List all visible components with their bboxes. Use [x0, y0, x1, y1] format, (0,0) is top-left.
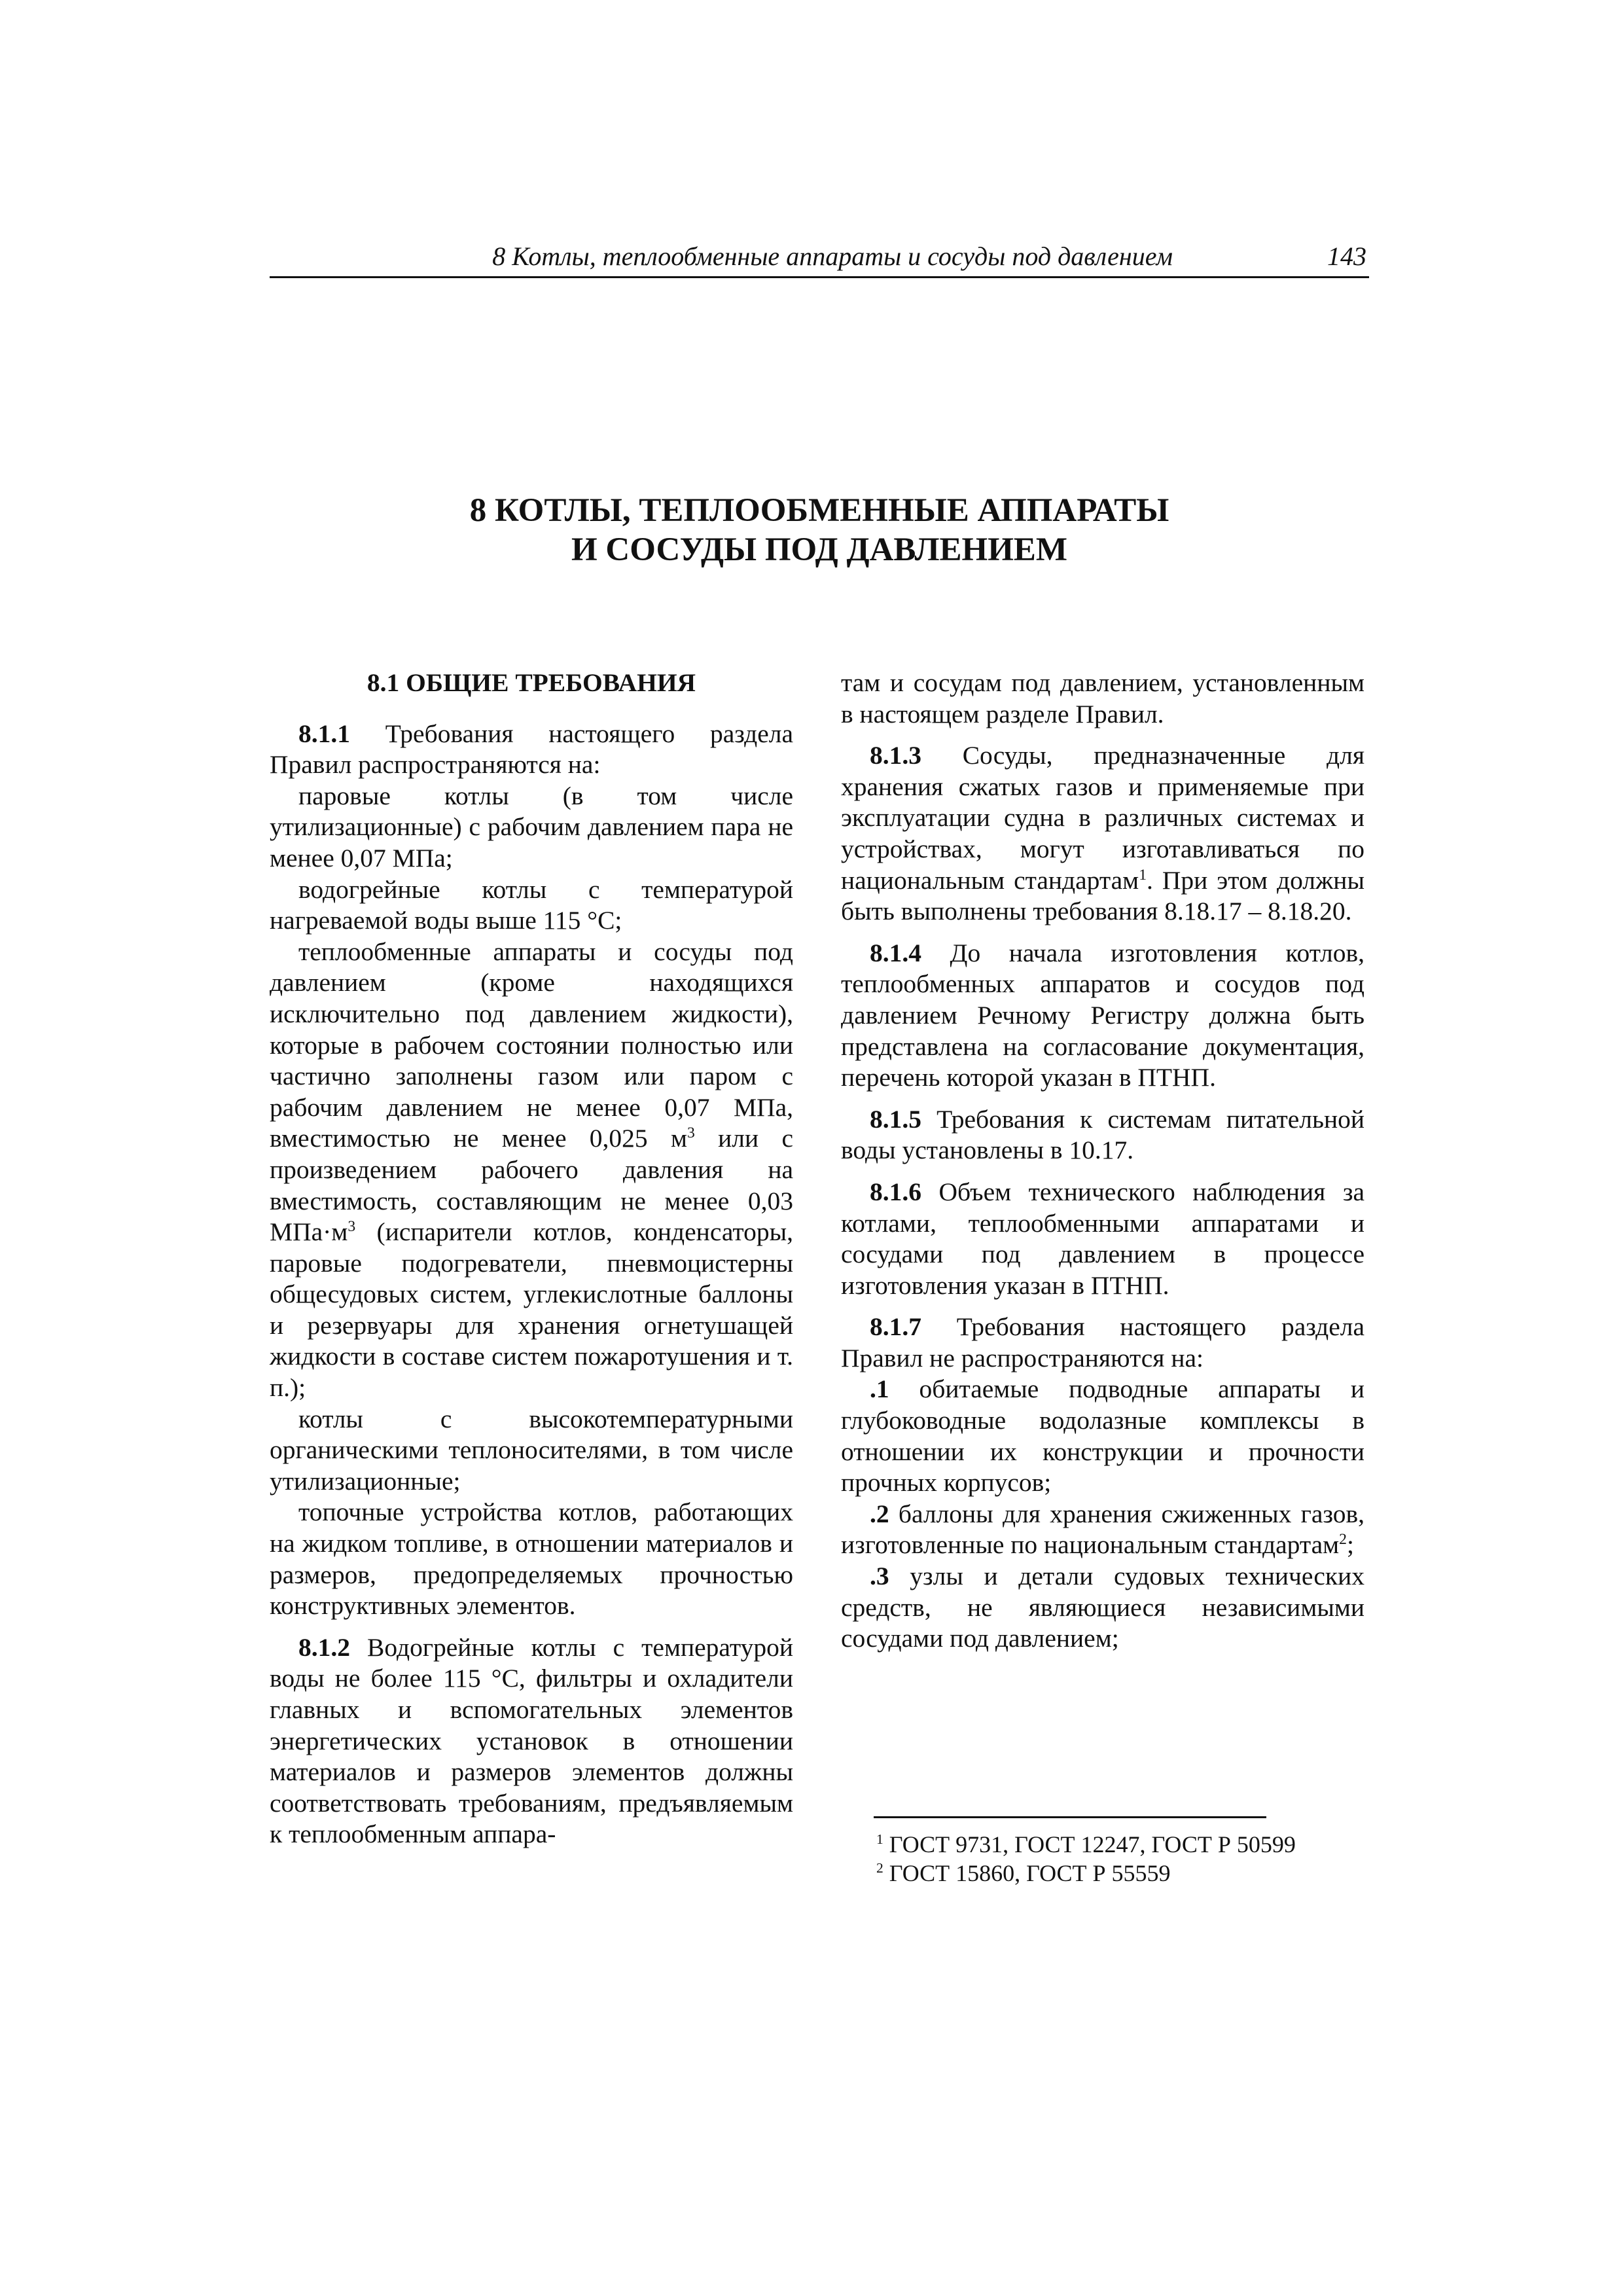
paragraph-8-1-2: [270, 1632, 793, 1850]
clause-text: Требования настоящего раздела Правил распространяются на:: [270, 719, 793, 780]
footnote-1: [841, 1830, 1364, 1859]
footnote-ref-1: 1: [1139, 866, 1147, 884]
right-column: [841, 668, 1364, 1655]
page-header: [270, 236, 1369, 278]
item-text: ;: [1346, 1530, 1354, 1560]
footnote-ref-2: 2: [1339, 1531, 1347, 1549]
chapter-title-line-1: 8 КОТЛЫ, ТЕПЛООБМЕННЫЕ АППАРАТЫ: [469, 492, 1169, 529]
list-item-organic-boilers: котлы с высокотемпературными органическими теплоносителями, в том числе утилизационные;: [270, 1404, 793, 1496]
footnote-text: ГОСТ 15860, ГОСТ Р 55559: [883, 1860, 1171, 1886]
list-item-1: [841, 1374, 1364, 1498]
clause-text: или с произведением рабочего давления на вместимость, составляющим не менее 0,03 МПа·м: [270, 1124, 793, 1247]
footnotes: [841, 1816, 1364, 1888]
clause-text: Объем технического наблюдения за котлами, теплообменными аппаратами и сосудами под давлением в процессе изготовления указан в ПТНП.: [841, 1177, 1365, 1300]
list-item-steam-boilers: паровые котлы (в том числе утилизационные) с рабочим давлением пара не менее 0,07 МПа;: [270, 781, 793, 872]
chapter-title: [270, 491, 1369, 569]
paragraph-8-1-6: [841, 1177, 1364, 1301]
clause-text: (испарители котлов, конденсаторы, паровые подогреватели, пневмоцистерны общесудовых систем, углекислотные баллоны и резервуары для хранения огнетушащей жидкости в составе систем пожаротушения и т. п.);: [270, 1217, 793, 1403]
clause-text: Водогрейные котлы с температурой воды не более 115 °С, фильтры и охладители главных и вспомогательных элементов энергетических установок в отношении материалов и размеров элементов должны соответствовать требованиям, предъявляемым к теплообменным аппара-: [270, 1632, 794, 1849]
item-text: баллоны для хранения сжиженных газов, изготовленные по национальным стандартам: [841, 1499, 1365, 1560]
clause-text: Требования к системам питательной воды установлены в 10.17.: [841, 1104, 1364, 1165]
footnote-divider: [874, 1816, 1266, 1818]
list-item-2: [841, 1499, 1364, 1561]
footnote-2: [841, 1859, 1364, 1888]
clause-number: 8.1.6: [870, 1177, 921, 1206]
clause-number: 8.1.2: [298, 1632, 350, 1662]
item-number: .1: [870, 1374, 889, 1404]
clause-number: 8.1.5: [870, 1104, 921, 1134]
paragraph-8-1-4: [841, 938, 1364, 1094]
paragraph-8-1-1: [270, 719, 793, 781]
paragraph-8-1-5: [841, 1104, 1364, 1166]
list-item-furnaces: топочные устройства котлов, работающих на жидком топливе, в отношении материалов и размеров, предопределяемых прочностью конструктивных элементов.: [270, 1498, 793, 1621]
clause-number: 8.1.4: [870, 938, 921, 967]
list-item-hot-water-boilers: водогрейные котлы с температурой нагреваемой воды выше 115 °С;: [270, 874, 793, 935]
clause-number: 8.1.7: [870, 1312, 921, 1342]
clause-text: До начала изготовления котлов, теплообменных аппаратов и сосудов под давлением Речному Регистру должна быть представлена на согласование документация, перечень которой указан в ПТНП.: [841, 938, 1365, 1092]
clause-text: Требования настоящего раздела Правил не распространяются на:: [841, 1312, 1364, 1372]
section-heading: 8.1 ОБЩИЕ ТРЕБОВАНИЯ: [366, 668, 696, 697]
item-number: .3: [870, 1562, 889, 1591]
page-number: 143: [1327, 242, 1366, 271]
clause-number: 8.1.1: [298, 719, 350, 748]
paragraph-8-1-2-continuation: там и сосудам под давлением, установленным в настоящем разделе Правил.: [841, 668, 1364, 728]
left-column: [270, 668, 793, 1861]
list-item-heat-exchangers: [270, 937, 793, 1404]
item-text: узлы и детали судовых технических средств, не являющиеся независимыми сосудами под давлением;: [841, 1562, 1365, 1653]
item-number: .2: [870, 1499, 889, 1528]
clause-number: 8.1.3: [870, 741, 921, 770]
superscript: 3: [348, 1217, 356, 1235]
paragraph-8-1-7: [841, 1312, 1364, 1374]
list-item-3: [841, 1561, 1364, 1655]
footnote-mark: 1: [876, 1831, 883, 1847]
superscript: 3: [687, 1124, 695, 1142]
clause-text: Сосуды, предназначенные для хранения сжатых газов и применяемые при эксплуатации судна в различных системах и устройствах, могут изготавливаться по национальным стандартам: [841, 741, 1364, 895]
footnote-text: ГОСТ 9731, ГОСТ 12247, ГОСТ Р 50599: [883, 1831, 1296, 1857]
paragraph-8-1-3: [841, 740, 1364, 927]
running-title: 8 Котлы, теплообменные аппараты и сосуды под давлением: [492, 242, 1173, 271]
clause-text: . При этом должны быть выполнены требования 8.18.17 – 8.18.20.: [841, 865, 1364, 926]
chapter-title-line-2: И СОСУДЫ ПОД ДАВЛЕНИЕМ: [571, 531, 1068, 568]
footnote-mark: 2: [876, 1860, 883, 1876]
item-text: обитаемые подводные аппараты и глубоководные водолазные комплексы в отношении их конструкции и прочности прочных корпусов;: [841, 1374, 1365, 1498]
clause-text: теплообменные аппараты и сосуды под давлением (кроме находящихся исключительно под давлением жидкости), которые в рабочем состоянии полностью или частично заполнены газом или паром с рабочим давлением не менее 0,07 МПа, вместимостью не менее 0,025 м: [270, 937, 793, 1153]
